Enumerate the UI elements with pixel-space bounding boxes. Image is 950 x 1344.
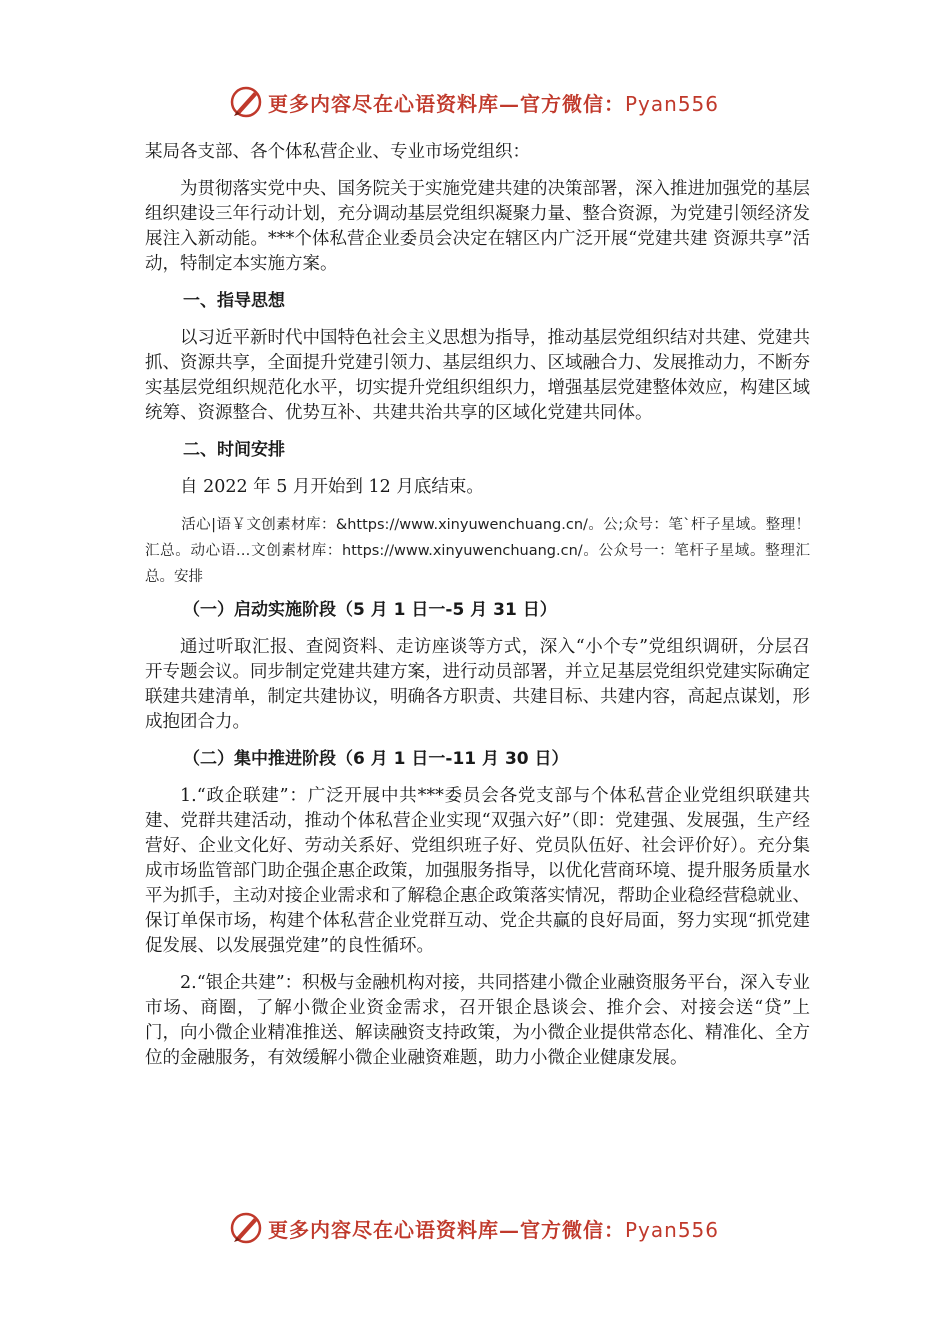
pen-logo-icon (228, 1210, 264, 1246)
banner-text: 更多内容尽在心语资料库—官方微信：Pyan556 (268, 91, 720, 116)
stage2-item-2: 2.“银企共建”：积极与金融机构对接，共同搭建小微企业融资服务平台，深入专业市场、商圈，了解小微企业资金需求，召开银企恳谈会、推介会、对接会送“贷”上门，向小微企业精准推送、解读融资支持政策，为小微企业提供常态化、精准化、全方位的金融服务，有效缓解小微企业融资难题，助力小微企业健康发展。 (145, 973, 810, 1068)
section-schedule-title: 二、时间安排 (183, 440, 285, 460)
footer-banner (228, 1208, 748, 1248)
banner-text: 更多内容尽在心语资料库—官方微信：Pyan556 (268, 1217, 720, 1242)
header-banner (228, 82, 748, 122)
stage2-title: （二）集中推进阶段（6 月 1 日一-11 月 30 日） (183, 749, 569, 769)
intro-paragraph: 为贯彻落实党中央、国务院关于实施党建共建的决策部署，深入推进加强党的基层组织建设三年行动计划，充分调动基层党组织凝聚力量、整合资源，为党建引领经济发展注入新动能。***个体私营企业委员会决定在辖区内广泛开展“党建共建 资源共享”活动，特制定本实施方案。 (145, 179, 810, 274)
section-guiding-thought-body: 以习近平新时代中国特色社会主义思想为指导，推动基层党组织结对共建、党建共抓、资源共享，全面提升党建引领力、基层组织力、区域融合力、发展推动力，不断夯实基层党组织规范化水平，切实提升党组织组织力，增强基层党建整体效应，构建区域统筹、资源整合、优势互补、共建共治共享的区域化党建共同体。 (145, 328, 810, 423)
stage2-item-1: 1.“政企联建”：广泛开展中共***委员会各党支部与个体私营企业党组织联建共建、党群共建活动，推动个体私营企业实现“双强六好”（即：党建强、发展强，生产经营好、企业文化好、劳动关系好、党组织班子好、党员队伍好、社会评价好）。充分集成市场监管部门助企强企惠企政策，加强服务指导，以优化营商环境、提升服务质量水平为抓手，主动对接企业需求和了解稳企惠企政策落实情况，帮助企业稳经营稳就业、保订单保市场，构建个体私营企业党群互动、党企共赢的良好局面，努力实现“抓党建促发展、以发展强党建”的良性循环。 (145, 786, 810, 956)
salutation: 某局各支部、各个体私营企业、专业市场党组织： (145, 142, 530, 162)
document-body (145, 140, 810, 1083)
section-schedule-body: 自 2022 年 5 月开始到 12 月底结束。 (180, 477, 484, 497)
watermark-text: 活心|语￥文创素材库：&https://www.xinyuwenchuang.cn/。公;众号：笔`杆子星域。整理！汇总。动心语…文创素材库：https://www.xinyuwenchuang.cn/。公众号一：笔杆子星域。整理汇总。安排 (145, 517, 810, 585)
pen-logo-icon (228, 84, 264, 120)
stage1-body: 通过听取汇报、查阅资料、走访座谈等方式，深入“小个专”党组织调研，分层召开专题会议。同步制定党建共建方案，进行动员部署，并立足基层党组织党建实际确定联建共建清单，制定共建协议，明确各方职责、共建目标、共建内容，高起点谋划，形成抱团合力。 (145, 637, 810, 732)
section-guiding-thought-title: 一、指导思想 (183, 291, 285, 311)
stage1-title: （一）启动实施阶段（5 月 1 日一-5 月 31 日） (183, 600, 557, 620)
